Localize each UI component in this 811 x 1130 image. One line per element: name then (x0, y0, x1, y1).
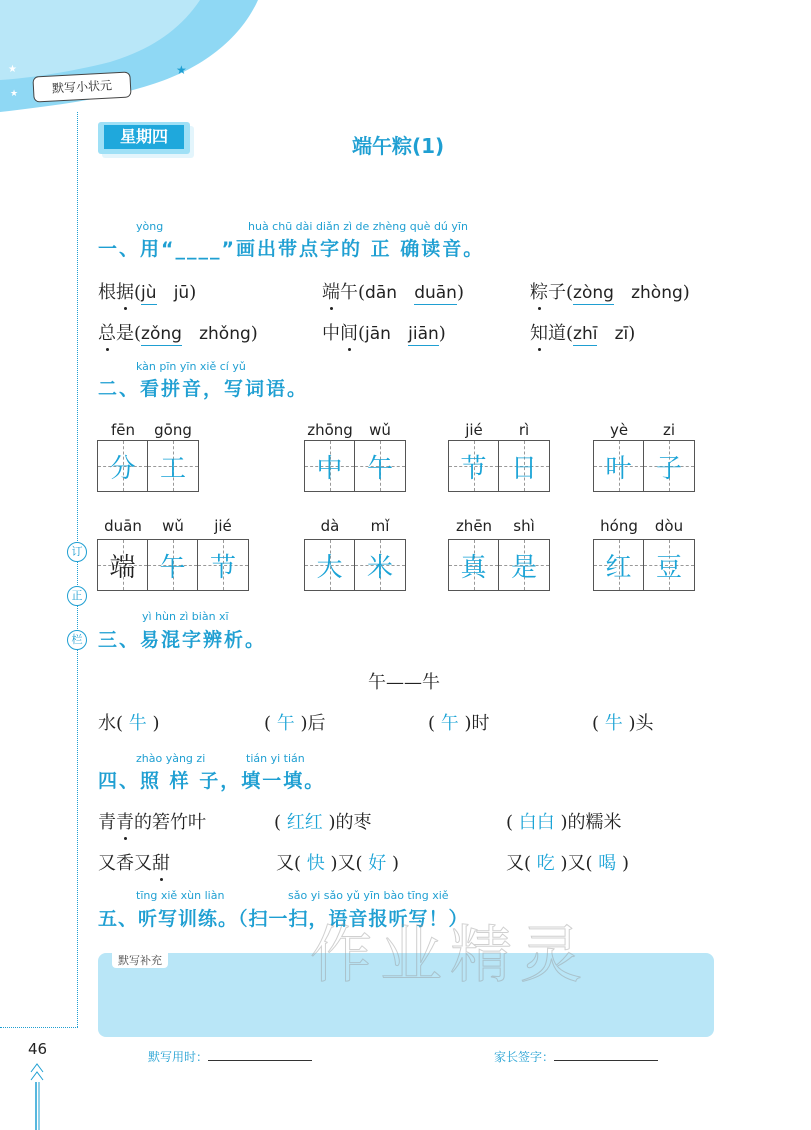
s2-grid-6: 大 米 (304, 539, 406, 591)
s4-pinyin-1: zhào yàng zi (136, 752, 206, 765)
s1-title: 一、用“____”画出带点字的 正 确读音。 (98, 238, 485, 260)
sign-label: 家长签字： (494, 1050, 555, 1064)
s5-title: 五、听写训练。（扫一扫，语音报听写！） (98, 908, 469, 930)
sign-field[interactable] (494, 1048, 658, 1065)
s4-r1-example: 青青的箬竹叶 (98, 812, 206, 833)
side-char-2: 正 (67, 586, 87, 606)
s3-item-3: ( 午 )时 (428, 713, 490, 734)
s3-item-2: ( 午 )后 (264, 713, 326, 734)
svg-text:★: ★ (8, 64, 17, 75)
s4-pinyin-2: tián yi tián (246, 752, 305, 765)
s2-title: 二、看拼音，写词语。 (98, 378, 309, 400)
s4-r2-blank-2: 又( 吃 )又( 喝 ) (506, 853, 629, 874)
s2-grid-5: 端 午 节 (97, 539, 249, 591)
s2-pinyin: kàn pīn yīn xiě cí yǔ (136, 360, 246, 373)
s1-pinyin-2: huà chū dài diǎn zì de zhèng què dú yīn (248, 220, 468, 233)
s2-grid-2: 中 午 (304, 440, 406, 492)
s4-r2-blank-1: 又( 快 )又( 好 ) (276, 853, 399, 874)
banner-label (32, 71, 131, 102)
s2-py-8: hóng dòu (600, 517, 684, 535)
page-title: 端午粽(1) (352, 134, 445, 158)
s2-py-4: yè zi (609, 421, 676, 439)
s2-py-1: fēn gōng (110, 421, 192, 439)
s1-item-3: 粽子(zòng zhòng) (530, 282, 690, 303)
s4-r1-blank-1: ( 红红 )的枣 (274, 812, 372, 833)
page-number: 46 (28, 1040, 48, 1058)
svg-text:★: ★ (10, 89, 19, 99)
page-arrow-icon (30, 1060, 44, 1130)
s1-item-4: 总是(zǒng zhǒng) (98, 323, 258, 344)
side-char-3: 栏 (67, 630, 87, 650)
s2-py-3: jié rì (465, 421, 530, 439)
s2-grid-8: 红 豆 (593, 539, 695, 591)
s1-item-6: 知道(zhī zī) (530, 323, 636, 344)
time-field[interactable] (148, 1048, 312, 1065)
s2-grid-7: 真 是 (448, 539, 550, 591)
s1-item-2: 端午(dān duān) (322, 282, 464, 303)
margin-line (77, 112, 78, 1027)
s2-grid-1: 分 工 (97, 440, 199, 492)
s4-title: 四、照 样 子，填一填。 (98, 770, 326, 792)
dictation-box-label: 默写补充 (112, 952, 168, 968)
s2-grid-3: 节 日 (448, 440, 550, 492)
banner-text: 默写小状元 (51, 78, 113, 96)
s5-pinyin-2: sǎo yi sǎo yǔ yīn bào tīng xiě (288, 889, 449, 902)
s3-pinyin: yì hùn zì biàn xī (142, 610, 229, 623)
s2-py-7: zhēn shì (455, 517, 535, 535)
s1-item-1: 根据(jù jū) (98, 282, 197, 303)
s2-py-6: dà mǐ (320, 517, 390, 535)
s2-py-5: duān wǔ jié (104, 517, 232, 535)
s4-r2-example: 又香又甜 (98, 853, 170, 874)
s2-py-2: zhōng wǔ (307, 421, 391, 439)
svg-text:★: ★ (176, 63, 187, 77)
side-char-1: 订 (67, 542, 87, 562)
s1-pinyin-1: yòng (136, 220, 164, 233)
s3-item-4: ( 牛 )头 (592, 713, 654, 734)
bottom-line (0, 1027, 78, 1028)
s3-pair: 午——牛 (368, 672, 440, 693)
day-tag-text: 星期四 (104, 125, 184, 149)
s3-title: 三、易混字辨析。 (98, 629, 267, 651)
time-label: 默写用时： (148, 1050, 209, 1064)
s3-item-1: 水( 牛 ) (98, 713, 160, 734)
watermark: 作业精灵 (310, 918, 591, 991)
s2-grid-4: 叶 子 (593, 440, 695, 492)
s5-pinyin-1: tīng xiě xùn liàn (136, 889, 225, 902)
s1-item-5: 中间(jān jiān) (322, 323, 446, 344)
day-tag (98, 122, 190, 154)
s4-r1-blank-2: ( 白白 )的糯米 (506, 812, 622, 833)
